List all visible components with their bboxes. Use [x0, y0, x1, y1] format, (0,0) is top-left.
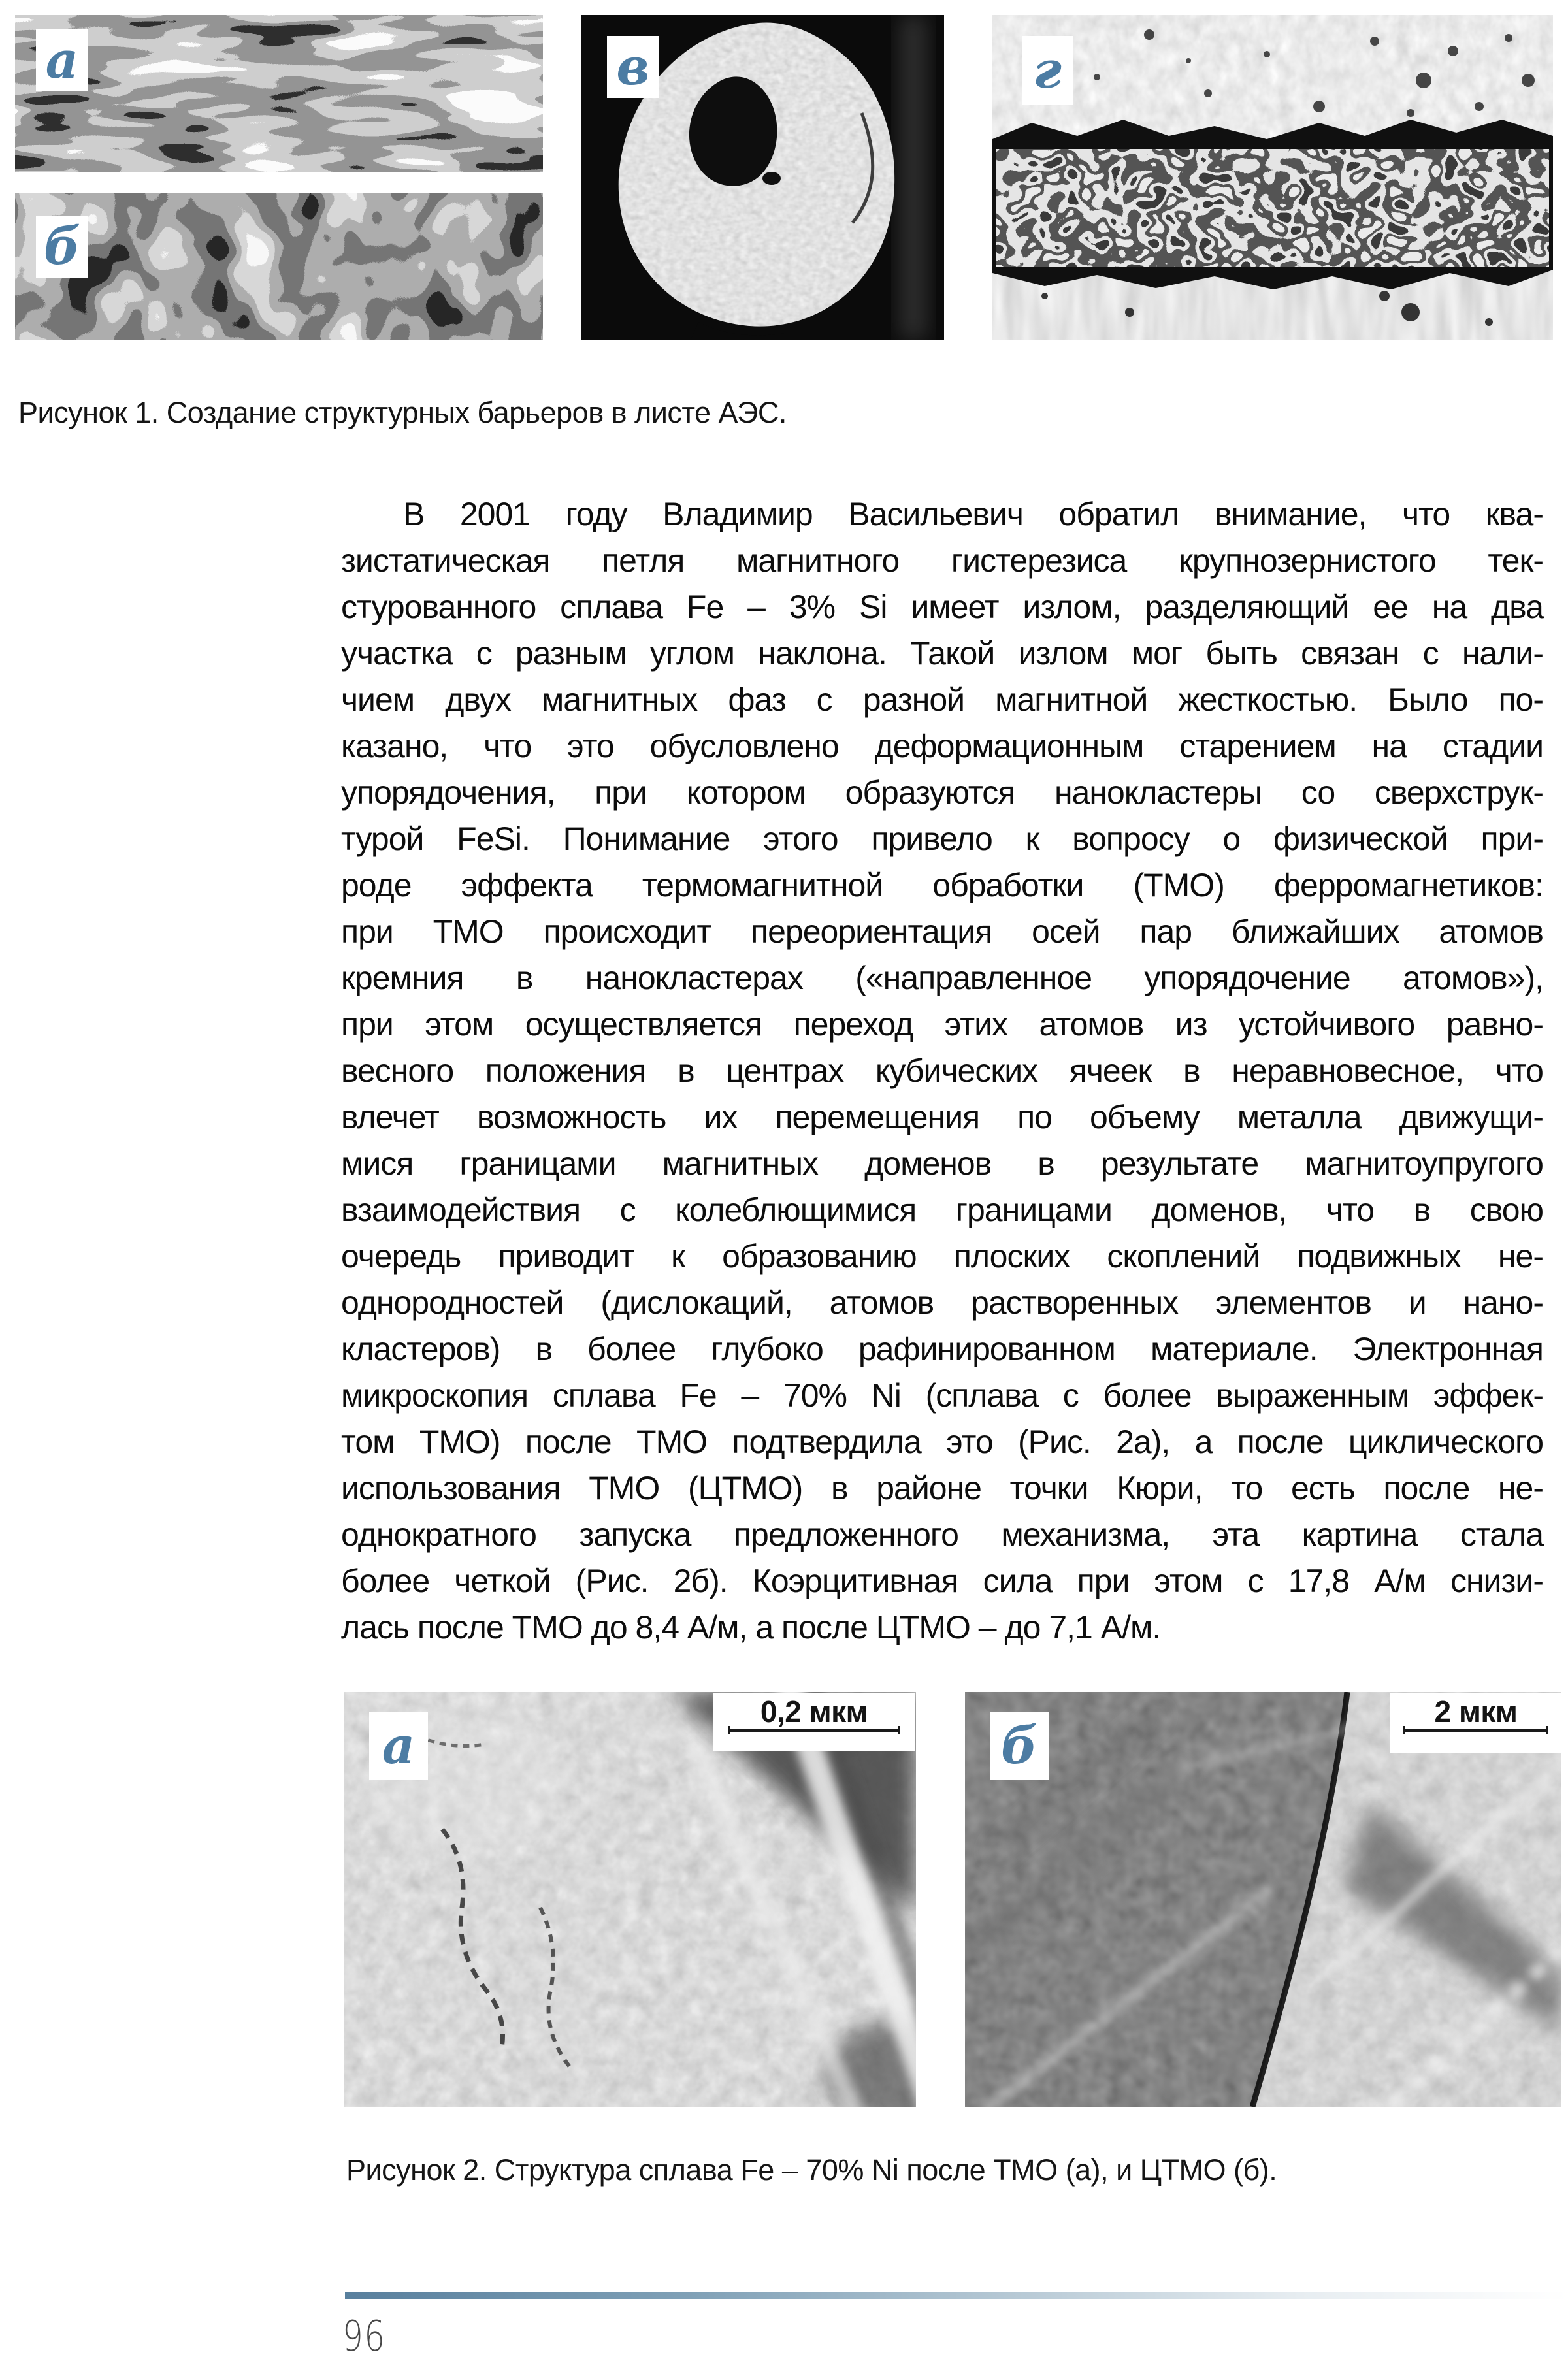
text-line: лась после ТМО до 8,4 А/м, а после ЦТМО – до 7,1 А/м.	[341, 1609, 1161, 1646]
text-line: взаимодействия с колеблющимися границами доменов, что в свою	[341, 1192, 1543, 1228]
scale-bar-2a-label: 0,2 мкм	[760, 1695, 868, 1729]
figure2-caption: Рисунок 2. Структура сплава Fe – 70% Ni после ТМО (а), и ЦТМО (б).	[346, 2153, 1277, 2187]
text-line: кластеров) в более глубоко рафинированном материале. Электронная	[341, 1331, 1543, 1367]
text-line: стурованного сплава Fe – 3% Si имеет излом, разделяющий ее на два	[341, 589, 1543, 625]
text-line: при ТМО происходит переориентация осей пар ближайших атомов	[341, 913, 1543, 950]
scale-bar-2a	[713, 1693, 915, 1751]
text-line: чием двух магнитных фаз с разной магнитной жесткостью. Было по-	[341, 681, 1543, 718]
text-line: том ТМО) после ТМО подтвердила это (Рис. 2а), а после циклического	[341, 1424, 1543, 1460]
text-line: весного положения в центрах кубических ячеек в неравновесное, что	[341, 1052, 1543, 1089]
text-line: мися границами магнитных доменов в результате магнитоупругого	[341, 1145, 1543, 1182]
micrograph-1a-grain-bands	[15, 15, 543, 172]
scale-bar-2a-line	[728, 1729, 900, 1740]
panel-label-g: г	[1022, 36, 1073, 105]
text-line: влечет возможность их перемещения по объему металла движущи-	[341, 1099, 1543, 1135]
text-line: более четкой (Рис. 2б). Коэрцитивная сила при этом с 17,8 А/м снизи-	[341, 1563, 1543, 1599]
micrograph-2a-tmo-structure	[344, 1692, 916, 2107]
text-line: микроскопия сплава Fe – 70% Ni (сплава с более выраженным эффек-	[341, 1377, 1543, 1414]
panel-label-v: в	[607, 36, 659, 98]
body-paragraph	[341, 491, 1543, 1651]
text-line: роде эффекта термомагнитной обработки (ТМО) ферромагнетиков:	[341, 867, 1543, 903]
panel-label-2a: а	[369, 1712, 428, 1780]
panel-label-a: а	[36, 29, 88, 91]
panel-label-2b: б	[990, 1712, 1049, 1780]
page-number: 96	[342, 2313, 386, 2359]
text-line: использования ТМО (ЦТМО) в районе точки Кюри, то есть после не-	[341, 1470, 1543, 1506]
panel-label-b: б	[36, 216, 88, 278]
text-line: однородностей (дислокаций, атомов растворенных элементов и нано-	[341, 1284, 1543, 1321]
text-line: однократного запуска предложенного механизма, эта картина стала	[341, 1516, 1543, 1553]
figure1-caption: Рисунок 1. Создание структурных барьеров в листе АЭС.	[18, 396, 787, 429]
scale-bar-2b	[1390, 1693, 1561, 1753]
text-line: очередь приводит к образованию плоских скоплений подвижных не-	[341, 1238, 1543, 1275]
text-line: казано, что это обусловлено деформационным старением на стадии	[341, 728, 1543, 764]
text-line: В 2001 году Владимир Васильевич обратил внимание, что ква-	[403, 496, 1543, 532]
text-line: при этом осуществляется переход этих атомов из устойчивого равно-	[341, 1006, 1543, 1043]
micrograph-2b-ctmo-structure	[965, 1692, 1561, 2107]
scale-bar-2b-label: 2 мкм	[1434, 1695, 1518, 1729]
micrograph-1b-grain-mosaic	[15, 193, 543, 340]
text-line: зистатическая петля магнитного гистерезиса крупнозернистого тек-	[341, 542, 1543, 579]
scale-bar-2b-line	[1403, 1729, 1549, 1740]
micrograph-1g-cell-band	[992, 15, 1553, 340]
text-line: кремния в нанокластерах («направленное упорядочение атомов»),	[341, 960, 1543, 996]
text-line: участка с разным углом наклона. Такой излом мог быть связан с нали-	[341, 635, 1543, 672]
footer-divider-bar	[345, 2292, 1568, 2299]
text-line: турой FeSi. Понимание этого привело к вопросу о физической при-	[341, 821, 1543, 857]
text-line: упорядочения, при котором образуются нанокластеры со сверхструк-	[341, 774, 1543, 811]
